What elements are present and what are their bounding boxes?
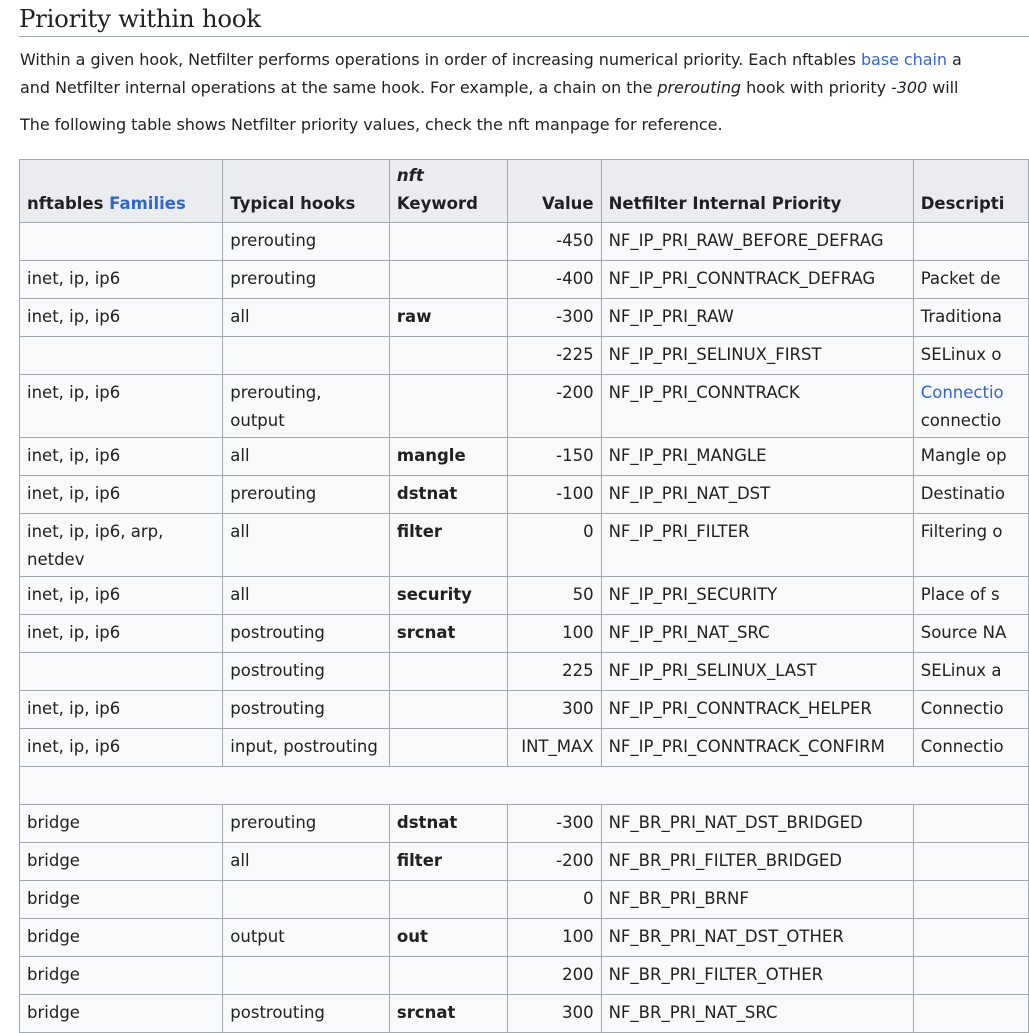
cell-keyword: mangle xyxy=(389,438,508,476)
cell-value: -225 xyxy=(508,337,601,375)
cell-value: 225 xyxy=(508,653,601,691)
cell-value: -300 xyxy=(508,805,601,843)
cell-hooks: postrouting xyxy=(223,653,390,691)
cell-keyword xyxy=(389,881,508,919)
table-row xyxy=(20,805,1029,843)
table-row xyxy=(20,729,1029,767)
cell-description: Connectio xyxy=(913,729,1028,767)
table-row xyxy=(20,514,1029,577)
priority-table xyxy=(19,159,1029,1033)
cell-keyword: filter xyxy=(389,843,508,881)
cell-internal: NF_IP_PRI_RAW_BEFORE_DEFRAG xyxy=(601,223,913,261)
cell-keyword: srcnat xyxy=(389,995,508,1033)
cell-internal: NF_BR_PRI_FILTER_BRIDGED xyxy=(601,843,913,881)
cell-hooks: prerouting xyxy=(223,805,390,843)
cell-description xyxy=(913,223,1028,261)
cell-keyword: raw xyxy=(389,299,508,337)
cell-value: 100 xyxy=(508,615,601,653)
cell-value: -200 xyxy=(508,843,601,881)
cell-hooks: all xyxy=(223,299,390,337)
cell-internal: NF_IP_PRI_SECURITY xyxy=(601,577,913,615)
cell-family: inet, ip, ip6 xyxy=(20,438,223,476)
cell-description: Connectio connectio xyxy=(913,375,1028,438)
cell-internal: NF_BR_PRI_BRNF xyxy=(601,881,913,919)
header-description: Descripti xyxy=(913,160,1028,223)
cell-value: -150 xyxy=(508,438,601,476)
cell-hooks: output xyxy=(223,919,390,957)
cell-description: SELinux o xyxy=(913,337,1028,375)
cell-hooks: all xyxy=(223,577,390,615)
connection-tracking-link[interactable]: Connectio xyxy=(920,383,1004,402)
table-row xyxy=(20,881,1029,919)
table-row xyxy=(20,615,1029,653)
cell-value: 0 xyxy=(508,881,601,919)
cell-value: 300 xyxy=(508,691,601,729)
cell-internal: NF_IP_PRI_NAT_SRC xyxy=(601,615,913,653)
families-link[interactable]: Families xyxy=(109,194,186,213)
table-row xyxy=(20,957,1029,995)
cell-keyword xyxy=(389,261,508,299)
cell-value: -400 xyxy=(508,261,601,299)
cell-hooks: prerouting xyxy=(223,223,390,261)
cell-keyword: out xyxy=(389,919,508,957)
table-row xyxy=(20,476,1029,514)
table-row xyxy=(20,691,1029,729)
cell-hooks: prerouting xyxy=(223,261,390,299)
cell-family: inet, ip, ip6 xyxy=(20,577,223,615)
cell-internal: NF_IP_PRI_NAT_DST xyxy=(601,476,913,514)
cell-keyword xyxy=(389,375,508,438)
cell-description xyxy=(913,919,1028,957)
cell-value: -450 xyxy=(508,223,601,261)
cell-family: inet, ip, ip6 xyxy=(20,691,223,729)
section-heading: Priority within hook xyxy=(19,4,1029,37)
cell-internal: NF_IP_PRI_RAW xyxy=(601,299,913,337)
header-keyword: nft Keyword xyxy=(389,160,508,223)
table-row xyxy=(20,299,1029,337)
header-internal: Netfilter Internal Priority xyxy=(601,160,913,223)
cell-keyword xyxy=(389,223,508,261)
cell-family xyxy=(20,653,223,691)
table-header-row xyxy=(20,160,1029,223)
cell-value: 0 xyxy=(508,514,601,577)
cell-description xyxy=(913,805,1028,843)
table-row xyxy=(20,919,1029,957)
table-row xyxy=(20,261,1029,299)
cell-description: Traditiona xyxy=(913,299,1028,337)
cell-hooks xyxy=(223,957,390,995)
cell-internal: NF_IP_PRI_CONNTRACK_DEFRAG xyxy=(601,261,913,299)
cell-hooks: input, postrouting xyxy=(223,729,390,767)
cell-hooks xyxy=(223,881,390,919)
cell-keyword xyxy=(389,653,508,691)
cell-internal: NF_IP_PRI_SELINUX_LAST xyxy=(601,653,913,691)
cell-family: bridge xyxy=(20,881,223,919)
header-families: nftables Families xyxy=(20,160,223,223)
cell-hooks: all xyxy=(223,438,390,476)
cell-hooks: postrouting xyxy=(223,691,390,729)
table-row xyxy=(20,577,1029,615)
base-chain-link[interactable]: base chain xyxy=(860,50,948,69)
cell-internal: NF_BR_PRI_NAT_SRC xyxy=(601,995,913,1033)
intro-line-2: and Netfilter internal operations at the same hook. For example, a chain on the prerouting hook with priority -300 will xyxy=(20,78,959,97)
cell-hooks: postrouting xyxy=(223,615,390,653)
cell-family: bridge xyxy=(20,957,223,995)
cell-keyword: filter xyxy=(389,514,508,577)
cell-family: bridge xyxy=(20,805,223,843)
cell-hooks: all xyxy=(223,514,390,577)
cell-description xyxy=(913,957,1028,995)
cell-hooks: all xyxy=(223,843,390,881)
cell-family xyxy=(20,337,223,375)
cell-description xyxy=(913,881,1028,919)
cell-value: INT_MAX xyxy=(508,729,601,767)
cell-description xyxy=(913,995,1028,1033)
cell-value: 300 xyxy=(508,995,601,1033)
header-value: Value xyxy=(508,160,601,223)
table-row xyxy=(20,438,1029,476)
cell-keyword: security xyxy=(389,577,508,615)
table-row xyxy=(20,995,1029,1033)
cell-internal: NF_IP_PRI_CONNTRACK_HELPER xyxy=(601,691,913,729)
intro-line-3: The following table shows Netfilter priority values, check the nft manpage for reference. xyxy=(20,115,723,134)
cell-value: 100 xyxy=(508,919,601,957)
cell-description: Destinatio xyxy=(913,476,1028,514)
cell-hooks: postrouting xyxy=(223,995,390,1033)
cell-family: inet, ip, ip6 xyxy=(20,261,223,299)
cell-family: bridge xyxy=(20,919,223,957)
cell-family: inet, ip, ip6 xyxy=(20,299,223,337)
cell-description: Place of s xyxy=(913,577,1028,615)
cell-value: -300 xyxy=(508,299,601,337)
cell-keyword xyxy=(389,729,508,767)
table-row xyxy=(20,337,1029,375)
cell-family xyxy=(20,223,223,261)
cell-internal: NF_IP_PRI_MANGLE xyxy=(601,438,913,476)
cell-family: inet, ip, ip6 xyxy=(20,729,223,767)
cell-value: -200 xyxy=(508,375,601,438)
cell-description: Mangle op xyxy=(913,438,1028,476)
cell-keyword: dstnat xyxy=(389,805,508,843)
table-row xyxy=(20,375,1029,438)
cell-family: inet, ip, ip6 xyxy=(20,476,223,514)
cell-description: Filtering o xyxy=(913,514,1028,577)
cell-family: bridge xyxy=(20,843,223,881)
cell-keyword xyxy=(389,691,508,729)
intro-line-1: Within a given hook, Netfilter performs operations in order of increasing numerical priority. Each nftables base chain a xyxy=(20,50,962,69)
table-separator-row xyxy=(20,767,1029,805)
cell-family: inet, ip, ip6 xyxy=(20,615,223,653)
separator-cell xyxy=(20,767,1029,805)
cell-internal: NF_BR_PRI_NAT_DST_OTHER xyxy=(601,919,913,957)
cell-internal: NF_IP_PRI_CONNTRACK xyxy=(601,375,913,438)
cell-description: Connectio xyxy=(913,691,1028,729)
cell-internal: NF_IP_PRI_CONNTRACK_CONFIRM xyxy=(601,729,913,767)
table-row xyxy=(20,223,1029,261)
table-row xyxy=(20,653,1029,691)
cell-keyword: srcnat xyxy=(389,615,508,653)
cell-value: -100 xyxy=(508,476,601,514)
cell-description: Packet de xyxy=(913,261,1028,299)
cell-hooks xyxy=(223,337,390,375)
cell-internal: NF_BR_PRI_NAT_DST_BRIDGED xyxy=(601,805,913,843)
cell-keyword: dstnat xyxy=(389,476,508,514)
cell-description: Source NA xyxy=(913,615,1028,653)
cell-description xyxy=(913,843,1028,881)
cell-value: 50 xyxy=(508,577,601,615)
cell-keyword xyxy=(389,957,508,995)
cell-description: SELinux a xyxy=(913,653,1028,691)
table-row xyxy=(20,843,1029,881)
cell-internal: NF_IP_PRI_FILTER xyxy=(601,514,913,577)
cell-family: inet, ip, ip6 xyxy=(20,375,223,438)
header-hooks: Typical hooks xyxy=(223,160,390,223)
cell-internal: NF_IP_PRI_SELINUX_FIRST xyxy=(601,337,913,375)
cell-keyword xyxy=(389,337,508,375)
cell-internal: NF_BR_PRI_FILTER_OTHER xyxy=(601,957,913,995)
cell-family: inet, ip, ip6, arp, netdev xyxy=(20,514,223,577)
cell-hooks: prerouting xyxy=(223,476,390,514)
cell-value: 200 xyxy=(508,957,601,995)
cell-family: bridge xyxy=(20,995,223,1033)
cell-hooks: prerouting, output xyxy=(223,375,390,438)
